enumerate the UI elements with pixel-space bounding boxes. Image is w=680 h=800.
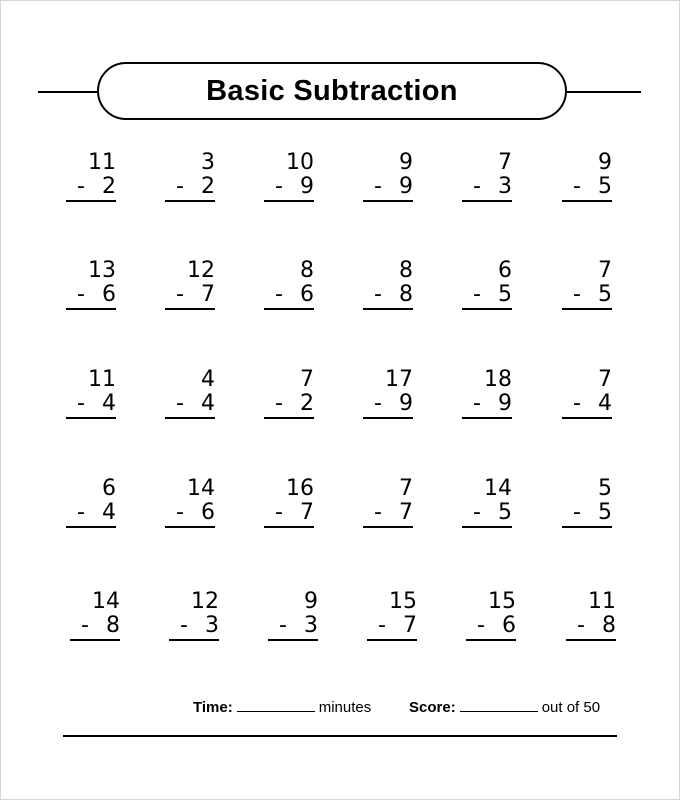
minuend: 17 — [385, 367, 413, 392]
subtraction-problem — [562, 259, 612, 311]
subtrahend: 8 — [106, 613, 120, 638]
subtrahend: 9 — [399, 391, 413, 416]
minuend: 9 — [304, 589, 318, 614]
subtrahend-line — [462, 392, 512, 419]
minus-sign: - — [477, 613, 485, 638]
minus-sign: - — [176, 391, 184, 416]
minus-sign: - — [275, 391, 283, 416]
minuend: 9 — [399, 150, 413, 175]
minuend: 13 — [88, 258, 116, 283]
minus-sign: - — [374, 174, 382, 199]
subtrahend: 8 — [399, 282, 413, 307]
minuend: 5 — [598, 476, 612, 501]
subtraction-problem — [462, 477, 512, 529]
title-rule-left — [38, 91, 100, 93]
minus-sign: - — [378, 613, 386, 638]
minuend: 11 — [88, 367, 116, 392]
minus-sign: - — [374, 391, 382, 416]
minus-sign: - — [81, 613, 89, 638]
subtrahend-line — [562, 175, 612, 202]
minuend: 6 — [102, 476, 116, 501]
subtraction-problem — [66, 151, 116, 203]
subtrahend-line — [264, 392, 314, 419]
subtrahend: 7 — [201, 282, 215, 307]
subtrahend: 2 — [300, 391, 314, 416]
minuend: 7 — [498, 150, 512, 175]
minuend: 6 — [498, 258, 512, 283]
subtraction-problem — [268, 590, 318, 642]
minuend: 12 — [187, 258, 215, 283]
minuend: 4 — [201, 367, 215, 392]
subtraction-problem — [562, 368, 612, 420]
minuend: 14 — [92, 589, 120, 614]
subtraction-problem — [169, 590, 219, 642]
time-label: Time: — [193, 699, 233, 716]
subtrahend-line — [66, 501, 116, 528]
minuend: 7 — [598, 367, 612, 392]
subtraction-problem — [363, 368, 413, 420]
subtrahend: 2 — [201, 174, 215, 199]
minus-sign: - — [473, 500, 481, 525]
subtraction-problem — [165, 151, 215, 203]
minuend: 11 — [588, 589, 616, 614]
subtrahend-line — [264, 283, 314, 310]
subtrahend: 9 — [498, 391, 512, 416]
subtrahend-line — [268, 614, 318, 641]
subtrahend-line — [466, 614, 516, 641]
minuend: 7 — [399, 476, 413, 501]
subtrahend: 4 — [102, 391, 116, 416]
minus-sign: - — [374, 282, 382, 307]
minus-sign: - — [176, 174, 184, 199]
subtrahend: 4 — [102, 500, 116, 525]
subtraction-problem — [264, 368, 314, 420]
minus-sign: - — [473, 174, 481, 199]
subtrahend-line — [66, 175, 116, 202]
minutes-text: minutes — [318, 699, 372, 716]
subtrahend-line — [264, 175, 314, 202]
subtraction-problem — [165, 477, 215, 529]
subtraction-problem — [66, 477, 116, 529]
minuend: 8 — [300, 258, 314, 283]
minus-sign: - — [77, 391, 85, 416]
subtrahend-line — [562, 392, 612, 419]
minus-sign: - — [77, 282, 85, 307]
subtraction-problem — [264, 151, 314, 203]
minuend: 7 — [598, 258, 612, 283]
subtraction-problem — [264, 259, 314, 311]
minus-sign: - — [279, 613, 287, 638]
subtraction-problem — [66, 368, 116, 420]
minus-sign: - — [176, 282, 184, 307]
subtraction-problem — [466, 590, 516, 642]
minus-sign: - — [77, 500, 85, 525]
subtrahend: 5 — [598, 500, 612, 525]
score-blank — [460, 697, 538, 712]
subtrahend-line — [165, 283, 215, 310]
subtrahend: 6 — [102, 282, 116, 307]
subtraction-problem — [562, 151, 612, 203]
minus-sign: - — [275, 282, 283, 307]
subtrahend: 6 — [502, 613, 516, 638]
subtrahend: 5 — [498, 282, 512, 307]
subtraction-problem — [70, 590, 120, 642]
subtraction-problem — [462, 151, 512, 203]
subtrahend: 9 — [399, 174, 413, 199]
subtrahend: 6 — [201, 500, 215, 525]
subtrahend: 9 — [300, 174, 314, 199]
score-label: Score: — [409, 699, 456, 716]
subtrahend-line — [363, 283, 413, 310]
subtrahend: 4 — [598, 391, 612, 416]
subtrahend: 4 — [201, 391, 215, 416]
subtraction-problem — [264, 477, 314, 529]
title-banner — [97, 62, 567, 120]
minuend: 18 — [484, 367, 512, 392]
minuend: 8 — [399, 258, 413, 283]
subtrahend-line — [363, 392, 413, 419]
subtraction-problem — [165, 368, 215, 420]
subtrahend-line — [562, 283, 612, 310]
subtrahend-line — [367, 614, 417, 641]
time-blank — [237, 697, 315, 712]
subtrahend: 6 — [300, 282, 314, 307]
subtraction-problem — [462, 259, 512, 311]
subtraction-problem — [462, 368, 512, 420]
time-field — [193, 697, 371, 717]
minus-sign: - — [577, 613, 585, 638]
subtraction-problem — [66, 259, 116, 311]
bottom-rule — [63, 735, 617, 737]
minus-sign: - — [473, 282, 481, 307]
subtrahend: 3 — [205, 613, 219, 638]
subtrahend-line — [462, 175, 512, 202]
minuend: 10 — [286, 150, 314, 175]
subtrahend: 7 — [300, 500, 314, 525]
minuend: 16 — [286, 476, 314, 501]
minus-sign: - — [275, 174, 283, 199]
subtrahend: 5 — [598, 282, 612, 307]
minus-sign: - — [573, 500, 581, 525]
subtrahend-line — [70, 614, 120, 641]
subtraction-problem — [363, 259, 413, 311]
minuend: 7 — [300, 367, 314, 392]
subtrahend: 8 — [602, 613, 616, 638]
page-title: Basic Subtraction — [206, 74, 458, 107]
minus-sign: - — [275, 500, 283, 525]
minuend: 12 — [191, 589, 219, 614]
subtraction-problem — [562, 477, 612, 529]
score-field — [409, 697, 600, 717]
subtrahend-line — [66, 283, 116, 310]
subtrahend-line — [566, 614, 616, 641]
subtrahend: 7 — [403, 613, 417, 638]
minuend: 14 — [187, 476, 215, 501]
subtrahend: 3 — [304, 613, 318, 638]
minus-sign: - — [374, 500, 382, 525]
subtraction-problem — [165, 259, 215, 311]
subtrahend-line — [169, 614, 219, 641]
subtrahend-line — [66, 392, 116, 419]
minuend: 11 — [88, 150, 116, 175]
minus-sign: - — [573, 391, 581, 416]
subtrahend-line — [165, 175, 215, 202]
out-of-text: out of 50 — [541, 699, 601, 716]
subtraction-problem — [367, 590, 417, 642]
subtraction-problem — [566, 590, 616, 642]
subtrahend: 7 — [399, 500, 413, 525]
subtrahend-line — [462, 283, 512, 310]
minus-sign: - — [176, 500, 184, 525]
subtrahend-line — [363, 175, 413, 202]
subtrahend-line — [165, 392, 215, 419]
minus-sign: - — [180, 613, 188, 638]
subtrahend: 5 — [498, 500, 512, 525]
minuend: 14 — [484, 476, 512, 501]
minus-sign: - — [573, 174, 581, 199]
subtrahend-line — [165, 501, 215, 528]
subtrahend: 3 — [498, 174, 512, 199]
subtrahend-line — [462, 501, 512, 528]
subtrahend-line — [562, 501, 612, 528]
minus-sign: - — [473, 391, 481, 416]
subtraction-problem — [363, 477, 413, 529]
subtrahend: 5 — [598, 174, 612, 199]
minuend: 15 — [389, 589, 417, 614]
minuend: 15 — [488, 589, 516, 614]
minuend: 9 — [598, 150, 612, 175]
title-rule-right — [566, 91, 641, 93]
subtraction-problem — [363, 151, 413, 203]
minus-sign: - — [77, 174, 85, 199]
subtrahend-line — [363, 501, 413, 528]
minus-sign: - — [573, 282, 581, 307]
subtrahend: 2 — [102, 174, 116, 199]
subtrahend-line — [264, 501, 314, 528]
minuend: 3 — [201, 150, 215, 175]
